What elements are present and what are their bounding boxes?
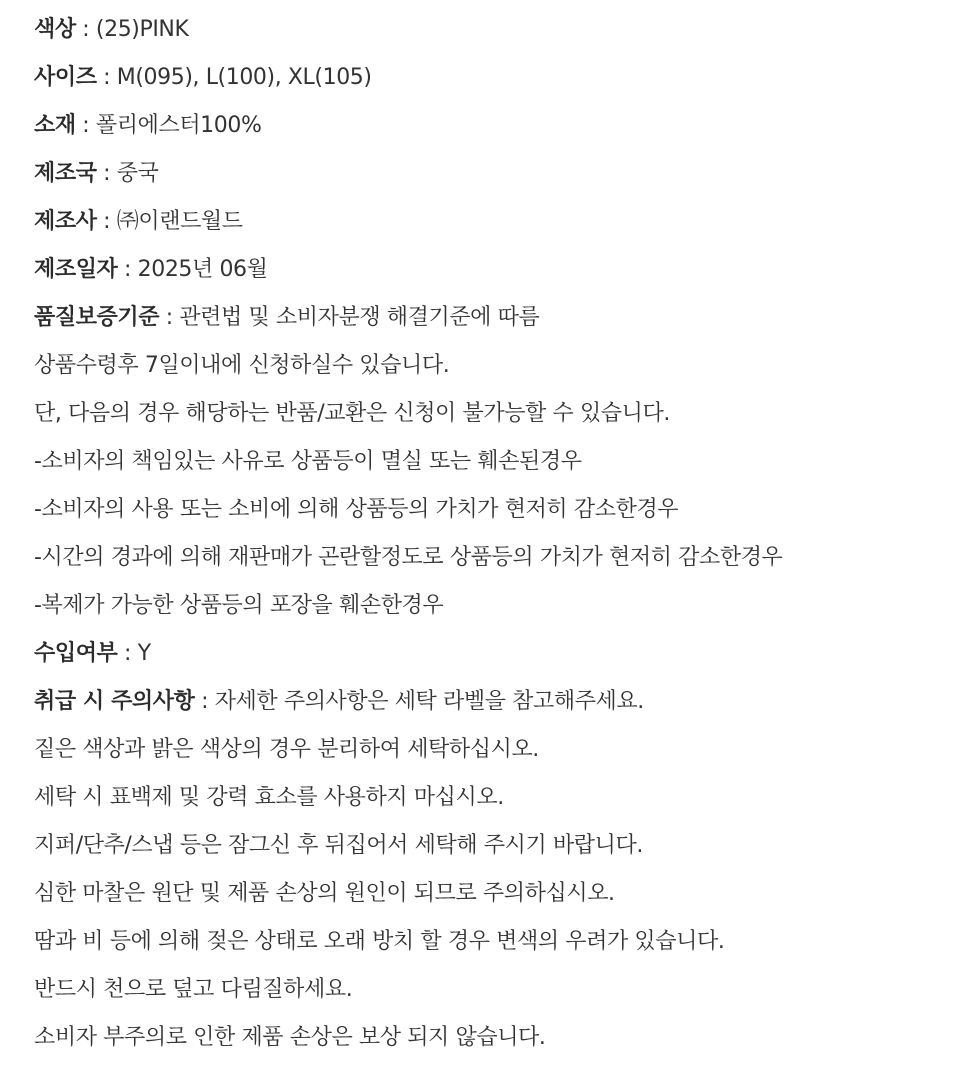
info-label: 제조국 (34, 161, 97, 186)
info-line-return-period (34, 342, 940, 390)
info-value: 땀과 비 등에 의해 젖은 상태로 오래 방치 할 경우 변색의 우려가 있습니다. (34, 929, 725, 954)
info-value: -소비자의 책임있는 사유로 상품등이 멸실 또는 훼손된경우 (34, 449, 582, 474)
info-line-care-item (34, 870, 940, 918)
info-line-country (34, 150, 940, 198)
info-line-size (34, 54, 940, 102)
info-label: 품질보증기준 (34, 305, 160, 330)
info-line-care-item (34, 774, 940, 822)
info-label: 색상 (34, 17, 76, 42)
info-label: 취급 시 주의사항 (34, 689, 195, 714)
info-value: 폴리에스터100% (95, 113, 262, 138)
info-value: 세탁 시 표백제 및 강력 효소를 사용하지 마십시오. (34, 785, 504, 810)
info-value: 심한 마찰은 원단 및 제품 손상의 원인이 되므로 주의하십시오. (34, 881, 615, 906)
product-info-list (34, 6, 940, 1062)
info-value: 단, 다음의 경우 해당하는 반품/교환은 신청이 불가능할 수 있습니다. (34, 401, 670, 426)
info-value: 반드시 천으로 덮고 다림질하세요. (34, 977, 353, 1002)
info-label: 소재 (34, 113, 76, 138)
info-separator: : (117, 641, 138, 666)
info-value: 상품수령후 7일이내에 신청하실수 있습니다. (34, 353, 450, 378)
info-line-manufacture-date (34, 246, 940, 294)
info-separator: : (75, 113, 96, 138)
info-line-care-item (34, 726, 940, 774)
info-line-exception-item (34, 582, 940, 630)
info-value: 관련법 및 소비자분쟁 해결기준에 따름 (179, 305, 540, 330)
info-value: -소비자의 사용 또는 소비에 의해 상품등의 가치가 현저히 감소한경우 (34, 497, 679, 522)
info-line-care-item (34, 822, 940, 870)
info-line-color (34, 6, 940, 54)
info-line-exception-item (34, 534, 940, 582)
info-separator: : (194, 689, 215, 714)
info-line-care-item (34, 1014, 940, 1062)
info-separator: : (159, 305, 180, 330)
info-value: 중국 (116, 161, 159, 186)
info-line-exception-item (34, 486, 940, 534)
info-value: ㈜이랜드월드 (116, 209, 243, 234)
info-value: 2025년 06월 (137, 257, 268, 282)
info-line-care-instructions (34, 678, 940, 726)
info-line-care-item (34, 966, 940, 1014)
info-value: M(095), L(100), XL(105) (116, 65, 372, 90)
info-label: 사이즈 (34, 65, 97, 90)
info-line-quality-guarantee (34, 294, 940, 342)
info-value: -시간의 경과에 의해 재판매가 곤란할정도로 상품등의 가치가 현저히 감소한경우 (34, 545, 783, 570)
info-line-manufacturer (34, 198, 940, 246)
info-value: Y (137, 641, 151, 666)
info-value: 지퍼/단추/스냅 등은 잠그신 후 뒤집어서 세탁해 주시기 바랍니다. (34, 833, 643, 858)
info-label: 제조사 (34, 209, 97, 234)
info-separator: : (96, 209, 117, 234)
info-separator: : (96, 161, 117, 186)
info-label: 제조일자 (34, 257, 118, 282)
info-value: 짙은 색상과 밝은 색상의 경우 분리하여 세탁하십시오. (34, 737, 539, 762)
info-value: -복제가 가능한 상품등의 포장을 훼손한경우 (34, 593, 444, 618)
info-separator: : (75, 17, 96, 42)
info-line-care-item (34, 918, 940, 966)
info-value: 소비자 부주의로 인한 제품 손상은 보상 되지 않습니다. (34, 1025, 546, 1050)
info-value: 자세한 주의사항은 세탁 라벨을 참고해주세요. (214, 689, 644, 714)
info-line-import (34, 630, 940, 678)
info-separator: : (96, 65, 117, 90)
info-separator: : (117, 257, 138, 282)
info-label: 수입여부 (34, 641, 118, 666)
info-value: (25)PINK (95, 17, 189, 42)
info-line-return-exceptions (34, 390, 940, 438)
info-line-exception-item (34, 438, 940, 486)
info-line-material (34, 102, 940, 150)
